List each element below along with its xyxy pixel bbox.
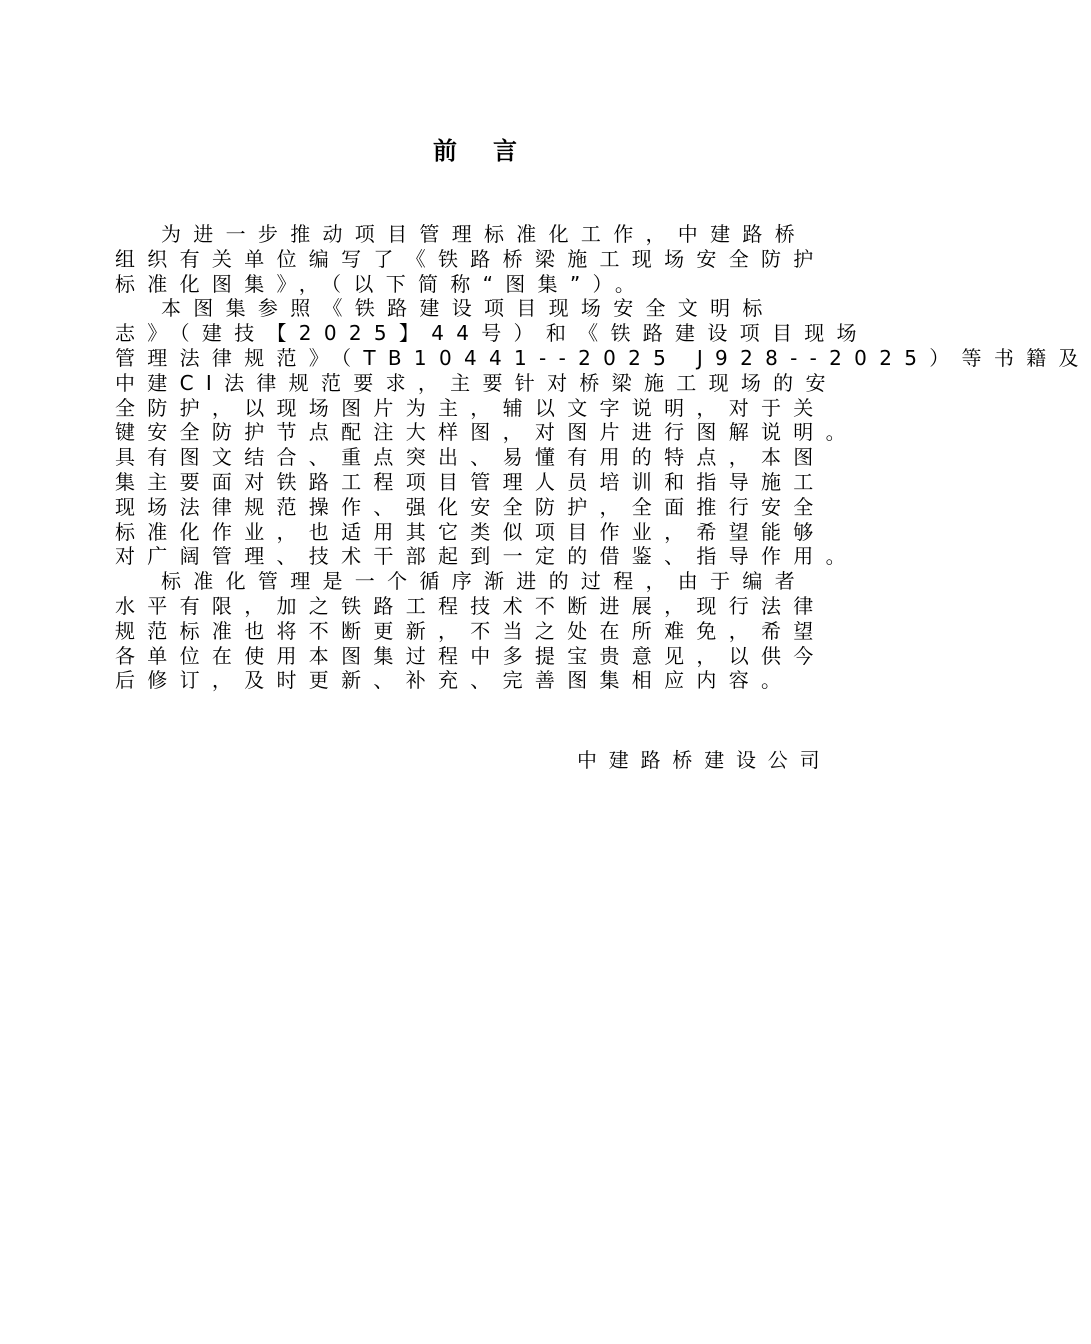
preface-line: 中建CI法律规范要求，主要针对桥梁施工现场的安 [115, 370, 838, 395]
preface-line: 水平有限，加之铁路工程技术不断进展，现行法律 [115, 593, 826, 618]
preface-line: 组织有关单位编写了《铁路桥梁施工现场安全防护 [115, 246, 826, 271]
preface-line: 管理法律规范》（TB10441--2025 J928--2025）等书籍及 [115, 345, 1091, 370]
preface-line: 各单位在使用本图集过程中多提宝贵意见，以供今 [115, 643, 826, 668]
preface-line: 本图集参照《铁路建设项目现场安全文明标 [161, 296, 775, 321]
preface-line: 对广阔管理、技术干部起到一定的借鉴、指导作用。 [115, 544, 858, 569]
page-title: 前言 [433, 137, 553, 165]
preface-line: 后修订，及时更新、补充、完善图集相应内容。 [115, 668, 794, 693]
preface-line: 具有图文结合、重点突出、易懂有用的特点，本图 [115, 445, 826, 470]
preface-line: 现场法律规范操作、强化安全防护，全面推行安全 [115, 494, 826, 519]
preface-line: 规范标准也将不断更新，不当之处在所难免，希望 [115, 618, 826, 643]
preface-line: 为进一步推动项目管理标准化工作，中建路桥 [161, 222, 807, 246]
preface-line: 集主要面对铁路工程项目管理人员培训和指导施工 [115, 469, 826, 494]
preface-line: 标准化管理是一个循序渐进的过程，由于编者 [161, 569, 807, 594]
preface-line: 标准化作业，也适用其它类似项目作业，希望能够 [115, 519, 826, 544]
preface-line: 全防护，以现场图片为主，辅以文字说明，对于关 [115, 395, 826, 420]
preface-line: 标准化图集》，（以下简称“图集”）。 [115, 271, 648, 296]
preface-line: 志》（建技【2025】44号）和《铁路建设项目现场 [115, 321, 869, 346]
preface-body [115, 222, 1091, 693]
preface-line: 键安全防护节点配注大样图，对图片进行图解说明。 [115, 420, 858, 445]
signature: 中建路桥建设公司 [577, 748, 832, 772]
